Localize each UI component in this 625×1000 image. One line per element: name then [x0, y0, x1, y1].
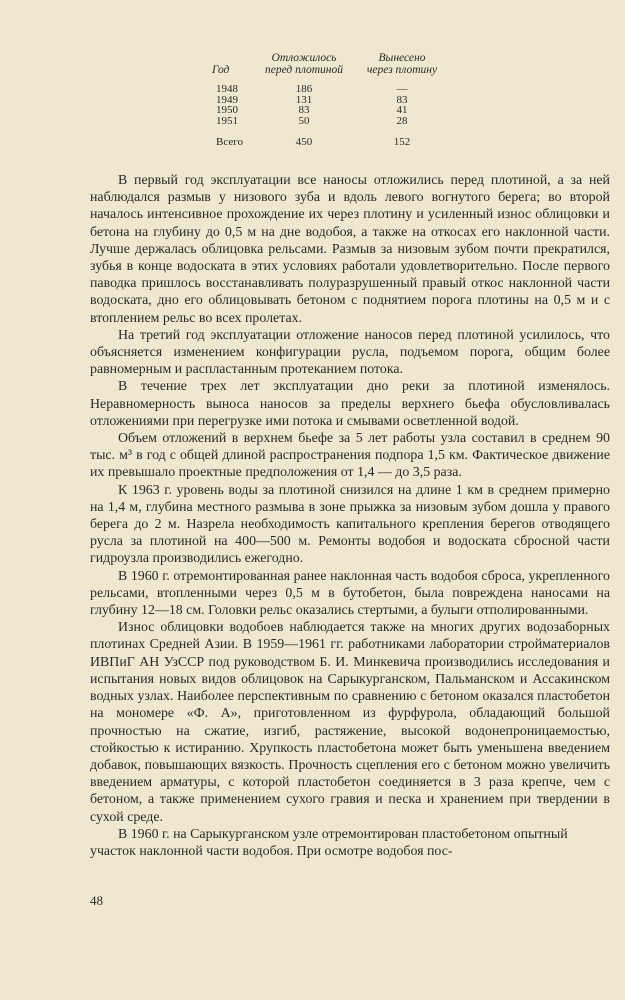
cell-carried: 28	[396, 114, 408, 127]
paragraph: Объем отложений в верхнем бьефе за 5 лет работы узла составил в среднем 90 тыс. м³ в год с общей длиной распространения подпора 1,5 км. Фактическое движение их превышало проектные предположения от 1,4 — до 3,5 раза.	[90, 431, 610, 481]
paragraph: На третий год эксплуатации отложение наносов перед плотиной усилилось, что объясняется изменением конфигурации русла, подъемом порога, общим более равномерным и распластанным протеканием потока.	[90, 327, 610, 378]
table-total-row	[212, 137, 452, 148]
cell-carried: 41	[396, 104, 408, 116]
paragraph: В течение трех лет эксплуатации дно реки за плотиной изменялось. Неравномерность выноса наносов за пределы верхнего бьефа обусловливалась отложениями при перегрузке ими потока и смывами осветленной водой.	[90, 379, 610, 429]
paragraph: К 1963 г. уровень воды за плотиной снизился на длине 1 км в среднем примерно на 1,4 м, глубина местного размыва в зоне прыжка за низовым зубом дошла у правого берега до 2 м. Назрела необходимость капитального крепления берегов отводящего русла за плотиной на 400—500 м. Ремонты водобоя и водоската сбросной части гидроузла производились ежегодно.	[90, 482, 610, 567]
header-deposited-line1: Отложилось	[271, 52, 337, 64]
header-carried	[352, 52, 452, 84]
table-spacer	[212, 126, 452, 137]
paragraph: Износ облицовки водобоев наблюдается также на многих других водозаборных плотинах Средней Азии. В 1959—1961 гг. работниками лаборатории стройматериалов ИВПиГ АН УзССР под руководством Б. И. Минкевича производились исследования и испытания новых видов облицовок на Сарыкурганском, Пальманском и Ассакинском водных узлах. Наиболее перспективным по сравнению с бетоном оказался пластобетон на мономере «Ф. А», приготовленном из фурфурола, обладающий большой прочностью на сжатие, изгиб, растяжение, высокой водонепроницаемостью, стойкостью к истиранию. Хрупкость пластобетона может быть уменьшена введением добавок, повышающих вязкость. Прочность сцепления его с бетоном можно увеличить введением арматуры, с которой пластобетон соединяется в 3 раза крепче, чем с бетоном, а также применением сухого гравия и песка и хранением при твердении в сухой среде.	[90, 620, 610, 825]
sediment-table	[212, 52, 452, 148]
table-row	[212, 95, 452, 106]
header-carried-line1: Вынесено	[378, 52, 426, 64]
table-row	[212, 84, 452, 95]
cell-total-deposited: 450	[295, 136, 313, 148]
header-deposited-line2: перед плотиной	[264, 64, 344, 76]
table-row	[212, 116, 452, 127]
table-row	[212, 105, 452, 116]
header-deposited	[256, 52, 352, 84]
table-header-row	[212, 52, 452, 84]
header-carried-line2: через плотину	[366, 64, 438, 76]
cell-carried: 83	[396, 93, 408, 106]
cell-year: 1951	[216, 114, 238, 127]
paragraph: В первый год эксплуатации все наносы отложились перед плотиной, а за ней наблюдался размыв у низового зуба и вдоль левого вогнутого берега; во второй началось интенсивное прохождение их через плотину и усиленный износ облицовки и бетона на глубину до 0,5 м на дне водобоя, а также на откосах его наклонной части. Лучше держалась облицовка рельсами. Размыв за низовым зубом почти прекратился, зубья в конце водоската в этих условиях работали удовлетворительно. После первого паводка пришлось восстанавливать полуразрушенный правый откос наклонной части водоската, дно его облицовывать бетоном с поднятием порога плотины на 0,5 м и с втоплением рельс во всех пролетах.	[90, 173, 610, 326]
cell-deposited: 131	[295, 93, 313, 106]
header-year: Год	[212, 64, 230, 76]
cell-total-carried: 152	[393, 136, 411, 148]
paragraph: В 1960 г. отремонтированная ранее наклонная часть водобоя сброса, укрепленного рельсами, втопленными через 0,5 м в бутобетон, была повреждена наносами на глубину 12—18 см. Головки рельс оказались стертыми, а булыги отполированными.	[90, 568, 610, 619]
page-number: 48	[90, 893, 103, 908]
cell-year: 1948	[216, 83, 238, 95]
cell-total-label: Всего	[216, 136, 243, 148]
paragraph: В 1960 г. на Сарыкурганском узле отремонтирован пластобетоном опытный участок наклонной части водобоя. При осмотре водобоя пос-	[90, 826, 568, 859]
cell-deposited: 50	[298, 114, 310, 127]
cell-carried: —	[396, 83, 408, 95]
cell-year: 1950	[216, 104, 238, 116]
cell-deposited: 83	[298, 104, 310, 116]
cell-year: 1949	[216, 93, 238, 106]
cell-deposited: 186	[295, 83, 313, 95]
body-text	[90, 172, 610, 860]
